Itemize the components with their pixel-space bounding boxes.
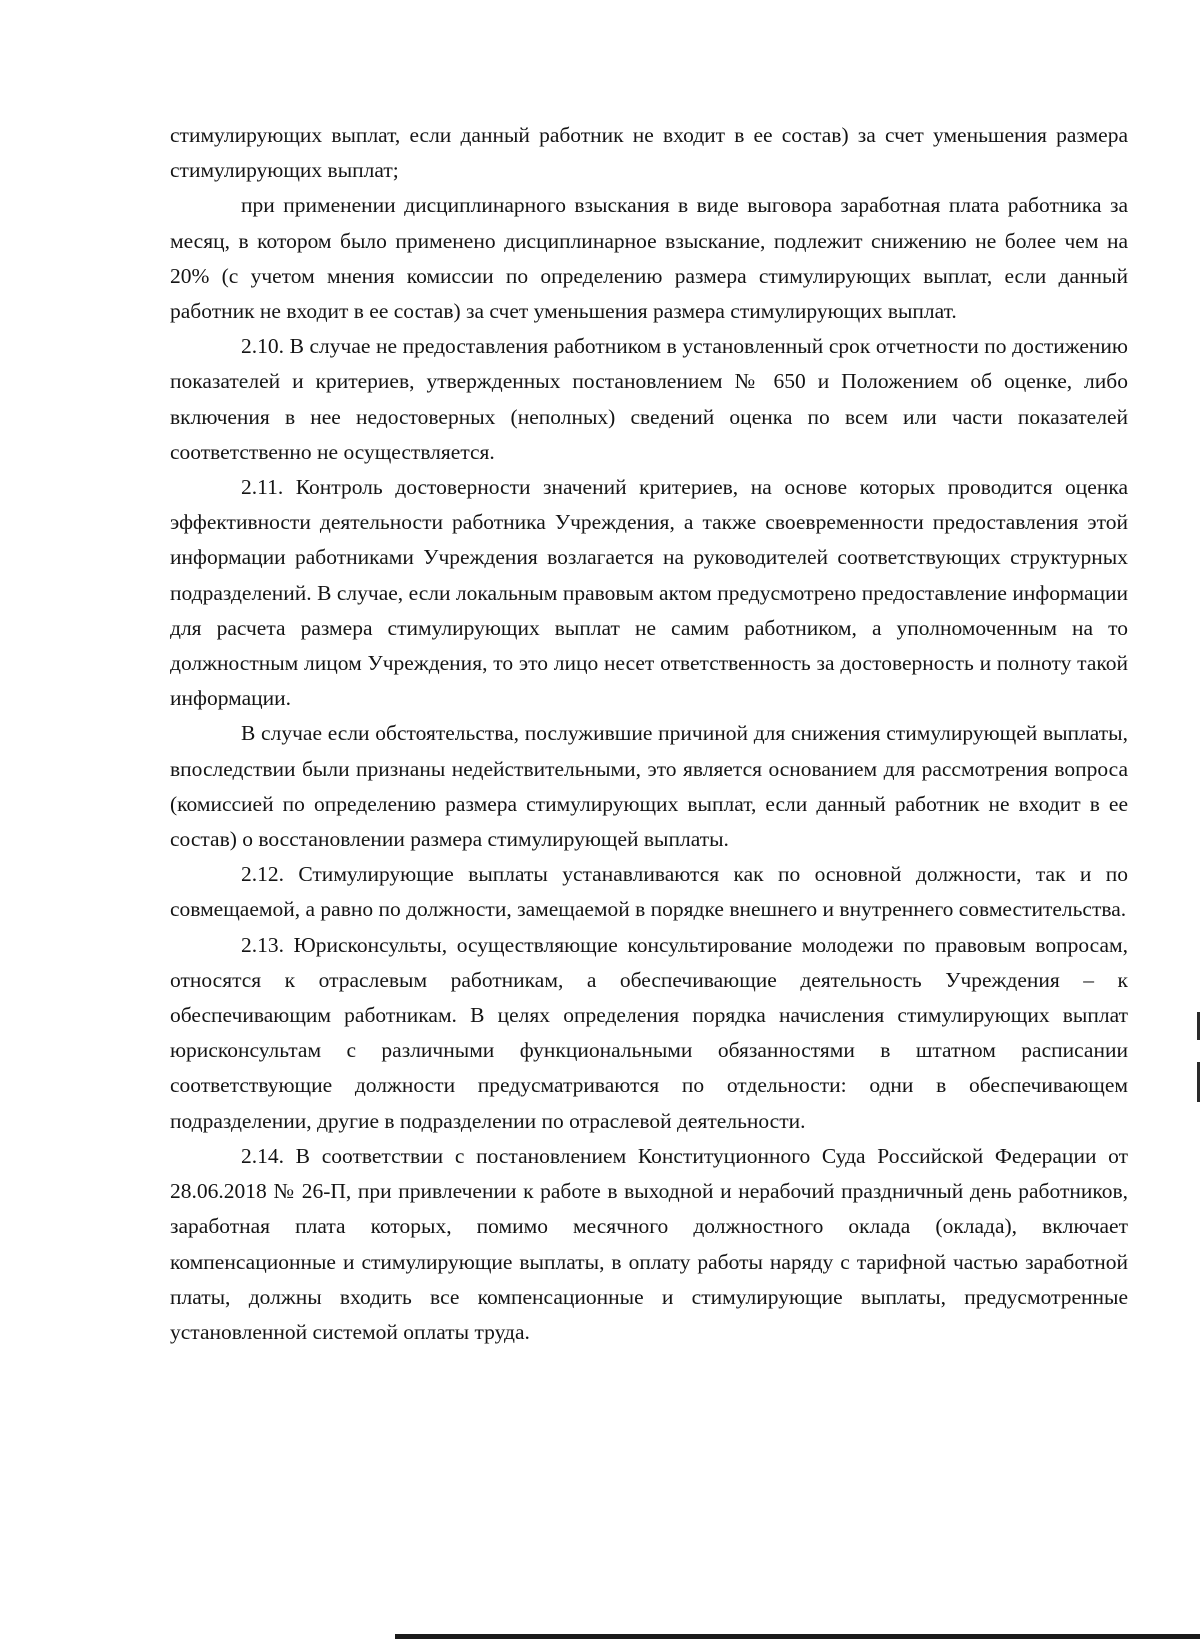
paragraph-2-13: 2.13. Юрисконсульты, осуществляющие консультирование молодежи по правовым вопросам, относятся к отраслевым работникам, а обеспечивающие деятельность Учреждения – к обеспечивающим работникам. В целях определения порядка начисления стимулирующих выплат юрисконсультам с различными функциональными обязанностями в штатном расписании соответствующие должности предусматриваются по отдельности: одни в обеспечивающем подразделении, другие в подразделении по отраслевой деятельности. xyxy=(170,932,1128,1133)
paragraph-reprimand-reduction: при применении дисциплинарного взыскания в виде выговора заработная плата работника за месяц, в котором было применено дисциплинарное взыскание, подлежит снижению не более чем на 20% (с учетом мнения комиссии по определению размера стимулирующих выплат, если данный работник не входит в ее состав) за счет уменьшения размера стимулирующих выплат. xyxy=(170,193,1128,324)
scan-bottom-edge xyxy=(395,1634,1200,1639)
paragraph-2-10: 2.10. В случае не предоставления работником в установленный срок отчетности по достижению показателей и критериев, утвержденных постановлением № 650 и Положением об оценке, либо включения в нее недостоверных (неполных) сведений оценка по всем или части показателей соответственно не осуществляется. xyxy=(170,334,1128,464)
document-body xyxy=(170,118,1128,1350)
paragraph-2-12: 2.12. Стимулирующие выплаты устанавливаются как по основной должности, так и по совмещаемой, а равно по должности, замещаемой в порядке внешнего и внутреннего совместительства. xyxy=(170,862,1128,922)
paragraph-2-14: 2.14. В соответствии с постановлением Конституционного Суда Российской Федерации от 28.06.2018 № 26-П, при привлечении к работе в выходной и нерабочий праздничный день работников, заработная плата которых, помимо месячного должностного оклада (оклада), включает компенсационные и стимулирующие выплаты, в оплату работы наряду с тарифной частью заработной платы, должны входить все компенсационные и стимулирующие выплаты, предусмотренные установленной системой оплаты труда. xyxy=(170,1143,1128,1344)
paragraph-continuation: стимулирующих выплат, если данный работник не входит в ее состав) за счет уменьшения размера стимулирующих выплат; xyxy=(170,123,1128,183)
paragraph-2-11: 2.11. Контроль достоверности значений критериев, на основе которых проводится оценка эффективности деятельности работника Учреждения, а также своевременности предоставления этой информации работниками Учреждения возлагается на руководителей соответствующих структурных подразделений. В случае, если локальным правовым актом предусмотрено предоставление информации для расчета размера стимулирующих выплат не самим работником, а уполномоченным на то должностным лицом Учреждения, то это лицо несет ответственность за достоверность и полноту такой информации. xyxy=(170,475,1128,711)
paragraph-restoration: В случае если обстоятельства, послужившие причиной для снижения стимулирующей выплаты, впоследствии были признаны недействительными, это является основанием для рассмотрения вопроса (комиссией по определению размера стимулирующих выплат, если данный работник не входит в ее состав) о восстановлении размера стимулирующей выплаты. xyxy=(170,721,1128,852)
